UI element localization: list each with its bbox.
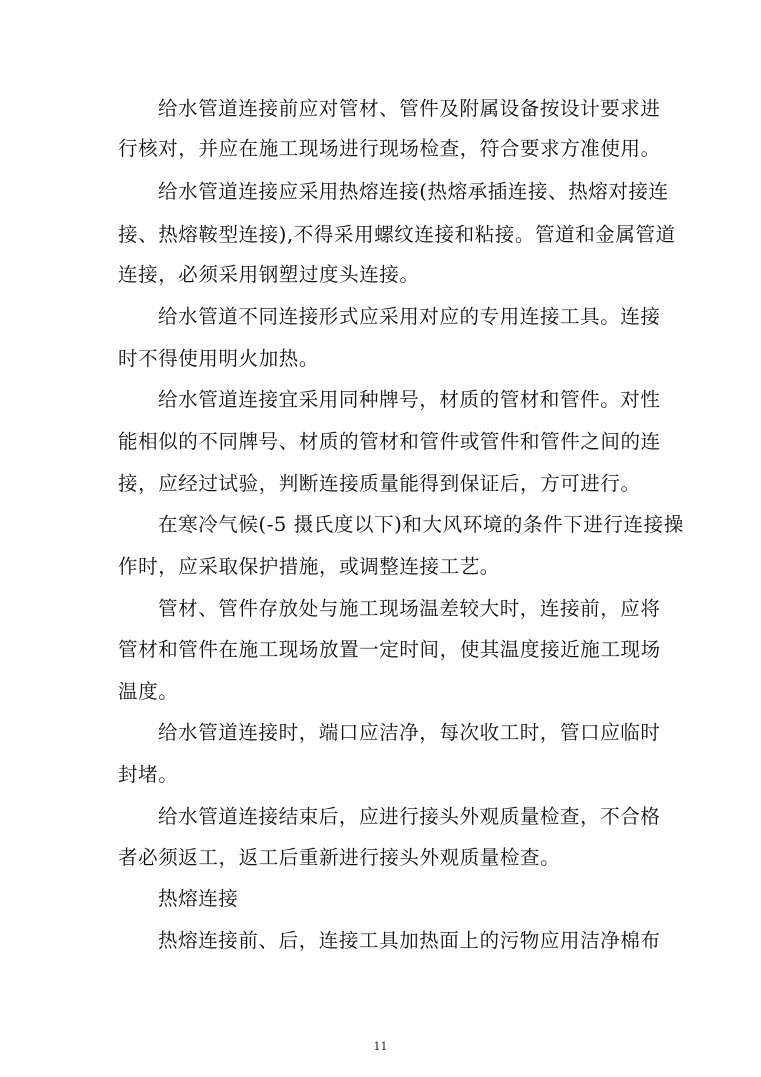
text-line: 连接，必须采用钢塑过度头连接。 (118, 263, 420, 286)
text-line: 封堵。 (118, 763, 179, 786)
text-line: 给水管道连接前应对管材、管件及附属设备按设计要求进 (158, 97, 661, 120)
text-line: 时不得使用明火加热。 (118, 347, 320, 370)
text-line: 接，应经过试验，判断连接质量能得到保证后，方可进行。 (118, 472, 641, 495)
text-line: 给水管道不同连接形式应采用对应的专用连接工具。连接 (158, 305, 661, 328)
section-heading: 热熔连接 (158, 887, 239, 910)
text-line: 给水管道连接结束后，应进行接头外观质量检查，不合格 (158, 805, 661, 828)
text-line: 能相似的不同牌号、材质的管材和管件或管件和管件之间的连 (118, 430, 661, 453)
text-line: 给水管道连接应采用热熔连接(热熔承插连接、热熔对接连 (158, 180, 669, 203)
text-line: 在寒冷气候(-5 摄氏度以下)和大风环境的条件下进行连接操 (158, 513, 684, 536)
text-line: 管材和管件在施工现场放置一定时间，使其温度接近施工现场 (118, 638, 661, 661)
text-line: 接、热熔鞍型连接),不得采用螺纹连接和粘接。管道和金属管道 (118, 223, 676, 246)
text-line: 温度。 (118, 680, 179, 703)
text-line: 给水管道连接时，端口应洁净，每次收工时，管口应临时 (158, 721, 661, 744)
text-line: 管材、管件存放处与施工现场温差较大时，连接前，应将 (158, 597, 661, 620)
text-line: 热熔连接前、后，连接工具加热面上的污物应用洁净棉布 (158, 929, 661, 952)
text-line: 给水管道连接宜采用同种牌号，材质的管材和管件。对性 (158, 388, 661, 411)
text-line: 行核对，并应在施工现场进行现场检查，符合要求方准使用。 (118, 137, 661, 160)
text-line: 者必须返工，返工后重新进行接头外观质量检查。 (118, 846, 561, 869)
page-number: 11 (373, 1040, 388, 1053)
text-line: 作时，应采取保护措施，或调整连接工艺。 (118, 555, 500, 578)
